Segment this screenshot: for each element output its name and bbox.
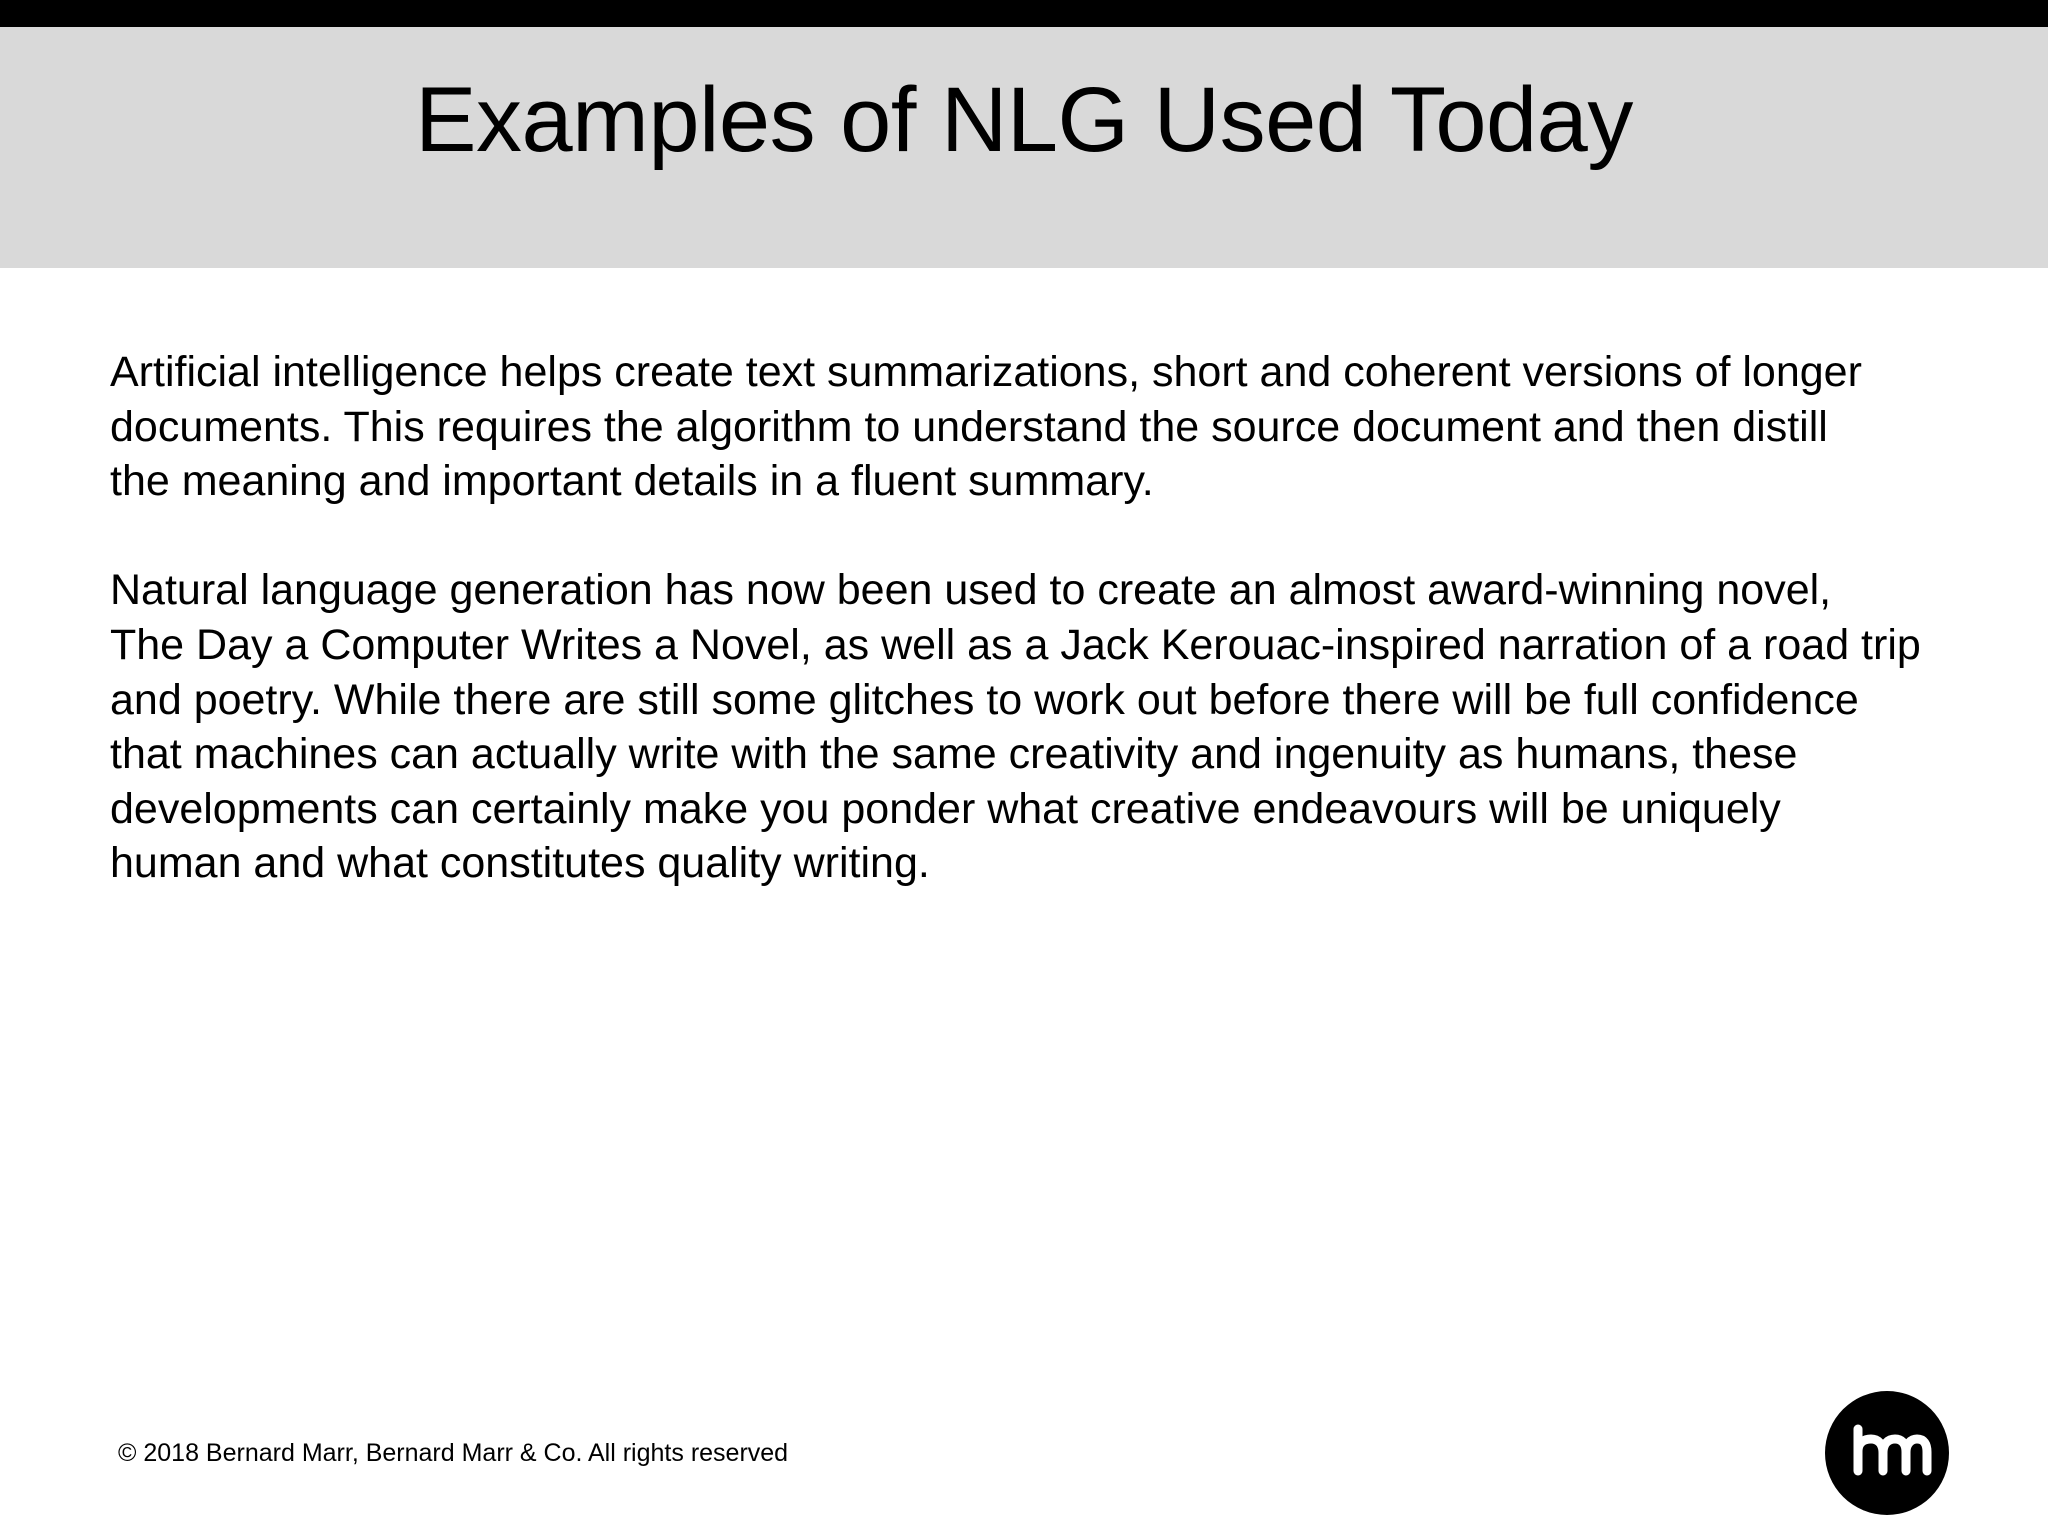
bm-logo-icon (1825, 1391, 1949, 1515)
text-line: the meaning and important details in a fluent summary. (110, 457, 1154, 506)
text-line: documents. This requires the algorithm to understand the source document and then distill (110, 402, 1828, 451)
text-line: human and what constitutes quality writing. (110, 839, 930, 888)
text-line: The Day a Computer Writes a Novel, as well as a Jack Kerouac-inspired narration of a road trip (110, 620, 1921, 669)
text-line: that machines can actually write with the same creativity and ingenuity as humans, these (110, 730, 1798, 779)
text-line: and poetry. While there are still some glitches to work out before there will be full confidence (110, 675, 1859, 724)
text-line: Artificial intelligence helps create text summarizations, short and coherent versions of longer (110, 348, 1862, 396)
paragraph-summarization (110, 345, 2010, 509)
slide-body (110, 345, 2010, 891)
bm-logo-glyph (1825, 1391, 1949, 1515)
text-line: developments can certainly make you ponder what creative endeavours will be uniquely (110, 784, 1781, 833)
text-line: Natural language generation has now been used to create an almost award-winning novel, (110, 566, 1832, 615)
slide-title: Examples of NLG Used Today (415, 69, 1633, 171)
paragraph-novel (110, 563, 2010, 891)
top-bar (0, 0, 2048, 27)
copyright-notice: © 2018 Bernard Marr, Bernard Marr & Co. All rights reserved (118, 1439, 789, 1467)
